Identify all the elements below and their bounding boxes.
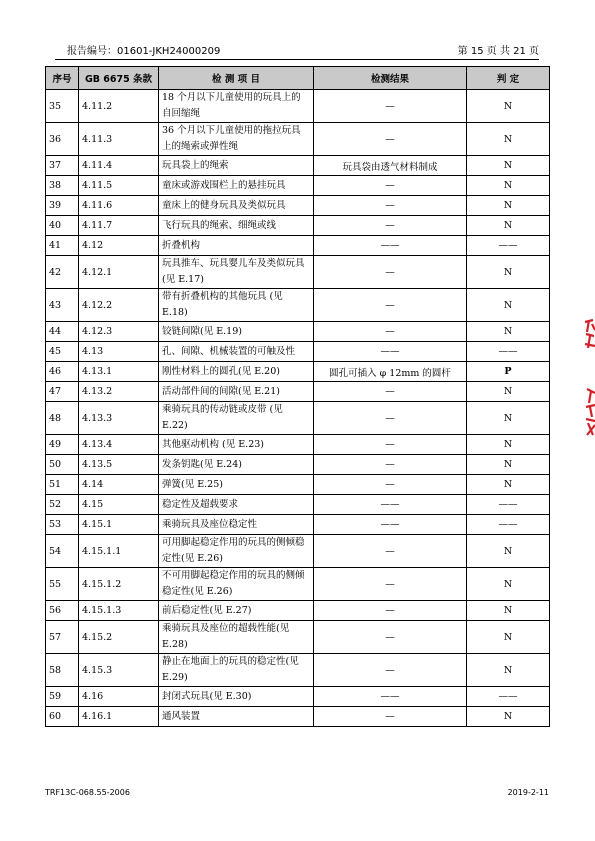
- clause-cell: 4.11.7: [79, 216, 159, 236]
- table-row: [46, 601, 550, 621]
- clause-cell: 4.15.1.3: [79, 601, 159, 621]
- item-cell: 静止在地面上的玩具的稳定性(见 E.29): [159, 654, 314, 687]
- verdict-cell: N: [467, 568, 550, 601]
- col-header-result: 检测结果: [314, 67, 467, 90]
- item-cell: 稳定性及超载要求: [159, 495, 314, 515]
- result-cell: —: [314, 322, 467, 342]
- col-header-no: 序号: [46, 67, 79, 90]
- clause-cell: 4.15.1.1: [79, 535, 159, 568]
- result-cell: —: [314, 176, 467, 196]
- result-cell: ——: [314, 342, 467, 362]
- item-cell: 乘骑玩具及座位的超载性能(见 E.28): [159, 621, 314, 654]
- row-number: 42: [46, 256, 79, 289]
- item-cell: 乘骑玩具的传动链或皮带 (见 E.22): [159, 402, 314, 435]
- clause-cell: 4.12.3: [79, 322, 159, 342]
- clause-cell: 4.15.1.2: [79, 568, 159, 601]
- table-row: [46, 475, 550, 495]
- item-cell: 其他驱动机构 (见 E.23): [159, 435, 314, 455]
- result-cell: ——: [314, 687, 467, 707]
- table-row: [46, 687, 550, 707]
- row-number: 38: [46, 176, 79, 196]
- clause-cell: 4.11.5: [79, 176, 159, 196]
- item-cell: 18 个月以下儿童使用的玩具上的自回缩绳: [159, 90, 314, 123]
- clause-cell: 4.15.1: [79, 515, 159, 535]
- result-cell: —: [314, 568, 467, 601]
- item-cell: 孔、间隙、机械装置的可触及性: [159, 342, 314, 362]
- verdict-cell: ——: [467, 687, 550, 707]
- verdict-cell: N: [467, 90, 550, 123]
- clause-cell: 4.16: [79, 687, 159, 707]
- verdict-cell: N: [467, 123, 550, 156]
- table-row: [46, 322, 550, 342]
- row-number: 41: [46, 236, 79, 256]
- item-cell: 前后稳定性(见 E.27): [159, 601, 314, 621]
- table-row: [46, 568, 550, 601]
- result-cell: —: [314, 289, 467, 322]
- row-number: 56: [46, 601, 79, 621]
- clause-cell: 4.11.3: [79, 123, 159, 156]
- row-number: 35: [46, 90, 79, 123]
- row-number: 59: [46, 687, 79, 707]
- verdict-cell: P: [467, 362, 550, 382]
- row-number: 60: [46, 707, 79, 727]
- result-cell: —: [314, 435, 467, 455]
- table-row: [46, 196, 550, 216]
- row-number: 49: [46, 435, 79, 455]
- item-cell: 带有折叠机构的其他玩具 (见 E.18): [159, 289, 314, 322]
- item-cell: 童床或游戏围栏上的悬挂玩具: [159, 176, 314, 196]
- clause-cell: 4.11.6: [79, 196, 159, 216]
- verdict-cell: N: [467, 156, 550, 176]
- verdict-cell: N: [467, 707, 550, 727]
- result-cell: —: [314, 535, 467, 568]
- item-cell: 乘骑玩具及座位稳定性: [159, 515, 314, 535]
- verdict-cell: ——: [467, 236, 550, 256]
- row-number: 52: [46, 495, 79, 515]
- table-row: [46, 176, 550, 196]
- verdict-cell: N: [467, 475, 550, 495]
- table-header-row: [46, 67, 550, 90]
- row-number: 51: [46, 475, 79, 495]
- verdict-cell: ——: [467, 515, 550, 535]
- verdict-cell: N: [467, 289, 550, 322]
- verdict-cell: N: [467, 196, 550, 216]
- row-number: 53: [46, 515, 79, 535]
- row-number: 40: [46, 216, 79, 236]
- col-header-item: 检 测 项 目: [159, 67, 314, 90]
- table-row: [46, 495, 550, 515]
- clause-cell: 4.11.2: [79, 90, 159, 123]
- row-number: 48: [46, 402, 79, 435]
- clause-cell: 4.15.3: [79, 654, 159, 687]
- item-cell: 折叠机构: [159, 236, 314, 256]
- item-cell: 铰链间隙(见 E.19): [159, 322, 314, 342]
- result-cell: —: [314, 196, 467, 216]
- clause-cell: 4.16.1: [79, 707, 159, 727]
- row-number: 45: [46, 342, 79, 362]
- verdict-cell: N: [467, 216, 550, 236]
- table-row: [46, 256, 550, 289]
- col-header-clause: GB 6675 条款: [79, 67, 159, 90]
- verdict-cell: N: [467, 455, 550, 475]
- item-cell: 玩具推车、玩具婴儿车及类似玩具(见 E.17): [159, 256, 314, 289]
- verdict-cell: ——: [467, 495, 550, 515]
- verdict-cell: N: [467, 322, 550, 342]
- clause-cell: 4.13.2: [79, 382, 159, 402]
- page-header: [55, 42, 539, 58]
- row-number: 44: [46, 322, 79, 342]
- item-cell: 不可用脚起稳定作用的玩具的侧倾稳定性(见 E.26): [159, 568, 314, 601]
- table-row: [46, 515, 550, 535]
- result-cell: 玩具袋由透气材料制成: [314, 156, 467, 176]
- verdict-cell: ——: [467, 342, 550, 362]
- report-number: 报告编号：01601-JKH24000209: [67, 46, 221, 57]
- verdict-cell: N: [467, 621, 550, 654]
- row-number: 36: [46, 123, 79, 156]
- row-number: 55: [46, 568, 79, 601]
- clause-cell: 4.13.4: [79, 435, 159, 455]
- verdict-cell: N: [467, 435, 550, 455]
- clause-cell: 4.12.1: [79, 256, 159, 289]
- table-row: [46, 216, 550, 236]
- table-row: [46, 289, 550, 322]
- test-results-table: [45, 66, 550, 727]
- row-number: 58: [46, 654, 79, 687]
- table-row: [46, 621, 550, 654]
- result-cell: —: [314, 402, 467, 435]
- item-cell: 童床上的健身玩具及类似玩具: [159, 196, 314, 216]
- result-cell: ——: [314, 515, 467, 535]
- clause-cell: 4.12: [79, 236, 159, 256]
- item-cell: 弹簧(见 E.25): [159, 475, 314, 495]
- item-cell: 36 个月以下儿童使用的拖拉玩具上的绳索或弹性绳: [159, 123, 314, 156]
- verdict-cell: N: [467, 535, 550, 568]
- page-indicator: 第 15 页 共 21 页: [457, 46, 539, 57]
- verdict-cell: N: [467, 176, 550, 196]
- item-cell: 发条钥匙(见 E.24): [159, 455, 314, 475]
- result-cell: ——: [314, 236, 467, 256]
- clause-cell: 4.13.1: [79, 362, 159, 382]
- table-row: [46, 362, 550, 382]
- col-header-verdict: 判 定: [467, 67, 550, 90]
- result-cell: —: [314, 382, 467, 402]
- verdict-cell: N: [467, 382, 550, 402]
- result-cell: —: [314, 621, 467, 654]
- form-date: 2019-2-11: [507, 788, 549, 797]
- result-cell: —: [314, 654, 467, 687]
- table-row: [46, 435, 550, 455]
- row-number: 39: [46, 196, 79, 216]
- clause-cell: 4.15.2: [79, 621, 159, 654]
- table-row: [46, 455, 550, 475]
- item-cell: 活动部件间的间隙(见 E.21): [159, 382, 314, 402]
- clause-cell: 4.12.2: [79, 289, 159, 322]
- item-cell: 可用脚起稳定作用的玩具的侧倾稳定性(见 E.26): [159, 535, 314, 568]
- header-rule: [55, 59, 539, 60]
- clause-cell: 4.13.5: [79, 455, 159, 475]
- result-cell: —: [314, 601, 467, 621]
- table-row: [46, 382, 550, 402]
- table-row: [46, 156, 550, 176]
- result-cell: —: [314, 475, 467, 495]
- result-cell: 圆孔可插入 φ 12mm 的圆杆: [314, 362, 467, 382]
- table-row: [46, 654, 550, 687]
- table-row: [46, 535, 550, 568]
- item-cell: 刚性材料上的圆孔(见 E.20): [159, 362, 314, 382]
- row-number: 37: [46, 156, 79, 176]
- item-cell: 通风装置: [159, 707, 314, 727]
- clause-cell: 4.14: [79, 475, 159, 495]
- verdict-cell: N: [467, 601, 550, 621]
- result-cell: —: [314, 123, 467, 156]
- table-row: [46, 707, 550, 727]
- verdict-cell: N: [467, 256, 550, 289]
- seal-fragment-icon: [583, 385, 595, 440]
- table-row: [46, 236, 550, 256]
- result-cell: ——: [314, 495, 467, 515]
- verdict-cell: N: [467, 654, 550, 687]
- row-number: 54: [46, 535, 79, 568]
- row-number: 43: [46, 289, 79, 322]
- result-cell: —: [314, 216, 467, 236]
- row-number: 46: [46, 362, 79, 382]
- clause-cell: 4.13.3: [79, 402, 159, 435]
- item-cell: 飞行玩具的绳索、细绳或线: [159, 216, 314, 236]
- table-row: [46, 342, 550, 362]
- result-cell: —: [314, 256, 467, 289]
- form-number: TRF13C-068.55-2006: [45, 788, 130, 797]
- table-row: [46, 123, 550, 156]
- seal-fragment-icon: [583, 318, 595, 358]
- verdict-cell: N: [467, 402, 550, 435]
- result-cell: —: [314, 707, 467, 727]
- item-cell: 玩具袋上的绳索: [159, 156, 314, 176]
- result-cell: —: [314, 455, 467, 475]
- item-cell: 封闭式玩具(见 E.30): [159, 687, 314, 707]
- row-number: 57: [46, 621, 79, 654]
- table-row: [46, 90, 550, 123]
- table-row: [46, 402, 550, 435]
- clause-cell: 4.11.4: [79, 156, 159, 176]
- row-number: 47: [46, 382, 79, 402]
- row-number: 50: [46, 455, 79, 475]
- clause-cell: 4.15: [79, 495, 159, 515]
- result-cell: —: [314, 90, 467, 123]
- clause-cell: 4.13: [79, 342, 159, 362]
